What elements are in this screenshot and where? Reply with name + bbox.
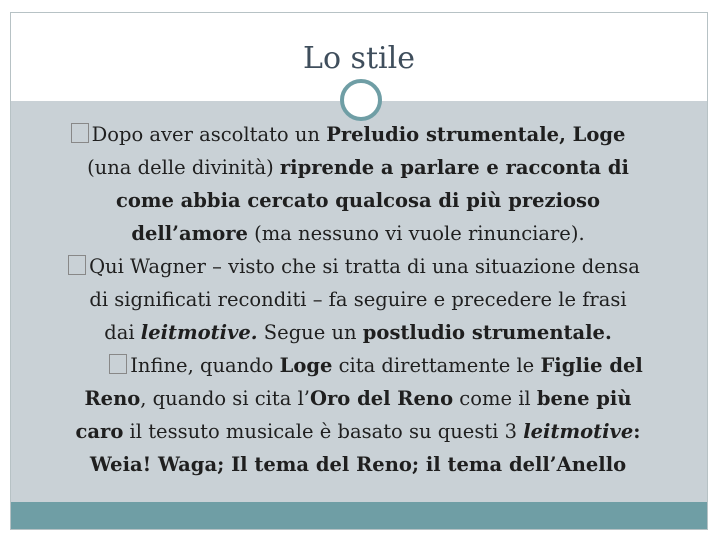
bullet-paragraph (20, 250, 696, 349)
text-line (20, 151, 696, 184)
text-run: cita direttamente le (332, 354, 541, 377)
text-run: Qui Wagner – visto che si tratta di una situazione densa (89, 255, 640, 278)
text-run: Preludio strumentale, Loge (326, 123, 626, 146)
text-line (38, 349, 714, 382)
text-run: (ma nessuno vi vuole rinunciare). (247, 222, 585, 245)
text-run: Loge (279, 354, 333, 377)
text-line (10, 118, 686, 151)
slide-title: Lo stile (303, 41, 415, 76)
footer-bar (11, 502, 707, 529)
text-run: Dopo aver ascoltato un (91, 123, 327, 146)
bullet-icon (68, 255, 86, 275)
text-run: leitmotive (523, 420, 634, 443)
text-line (20, 415, 696, 448)
text-run: come il (453, 387, 537, 410)
text-line (20, 217, 696, 250)
text-run: leitmotive. (140, 321, 258, 344)
bullet-icon (71, 123, 89, 143)
text-run: bene più (536, 387, 632, 410)
text-run: caro (75, 420, 124, 443)
text-run: dell’amore (131, 222, 248, 245)
text-run: Oro del Reno (310, 387, 454, 410)
text-run: Figlie del (540, 354, 643, 377)
bullet-paragraph (20, 349, 696, 481)
text-run: il tessuto musicale è basato su questi 3 (123, 420, 524, 443)
text-run: Weia! Waga; Il tema del Reno; il tema dell’Anello (89, 453, 627, 476)
text-line (20, 283, 696, 316)
text-run: come abbia cercato qualcosa di più prezioso (115, 189, 601, 212)
text-run: Reno (84, 387, 141, 410)
text-line (20, 184, 696, 217)
text-run: : (633, 420, 641, 443)
text-run: (una delle divinità) (87, 156, 280, 179)
text-line (20, 316, 696, 349)
text-run: riprende a parlare e racconta di (279, 156, 629, 179)
text-run: postludio strumentale. (362, 321, 612, 344)
text-line (20, 382, 696, 415)
bullet-icon (109, 354, 127, 374)
circle-ornament-icon (340, 79, 382, 121)
text-run: Segue un (257, 321, 363, 344)
text-line (20, 448, 696, 481)
text-run: di significati reconditi – fa seguire e precedere le frasi (89, 288, 627, 311)
text-run: dai (104, 321, 141, 344)
bullet-paragraph (20, 118, 696, 250)
text-run: Infine, quando (130, 354, 280, 377)
text-run: , quando si cita l’ (140, 387, 311, 410)
text-line (16, 250, 692, 283)
